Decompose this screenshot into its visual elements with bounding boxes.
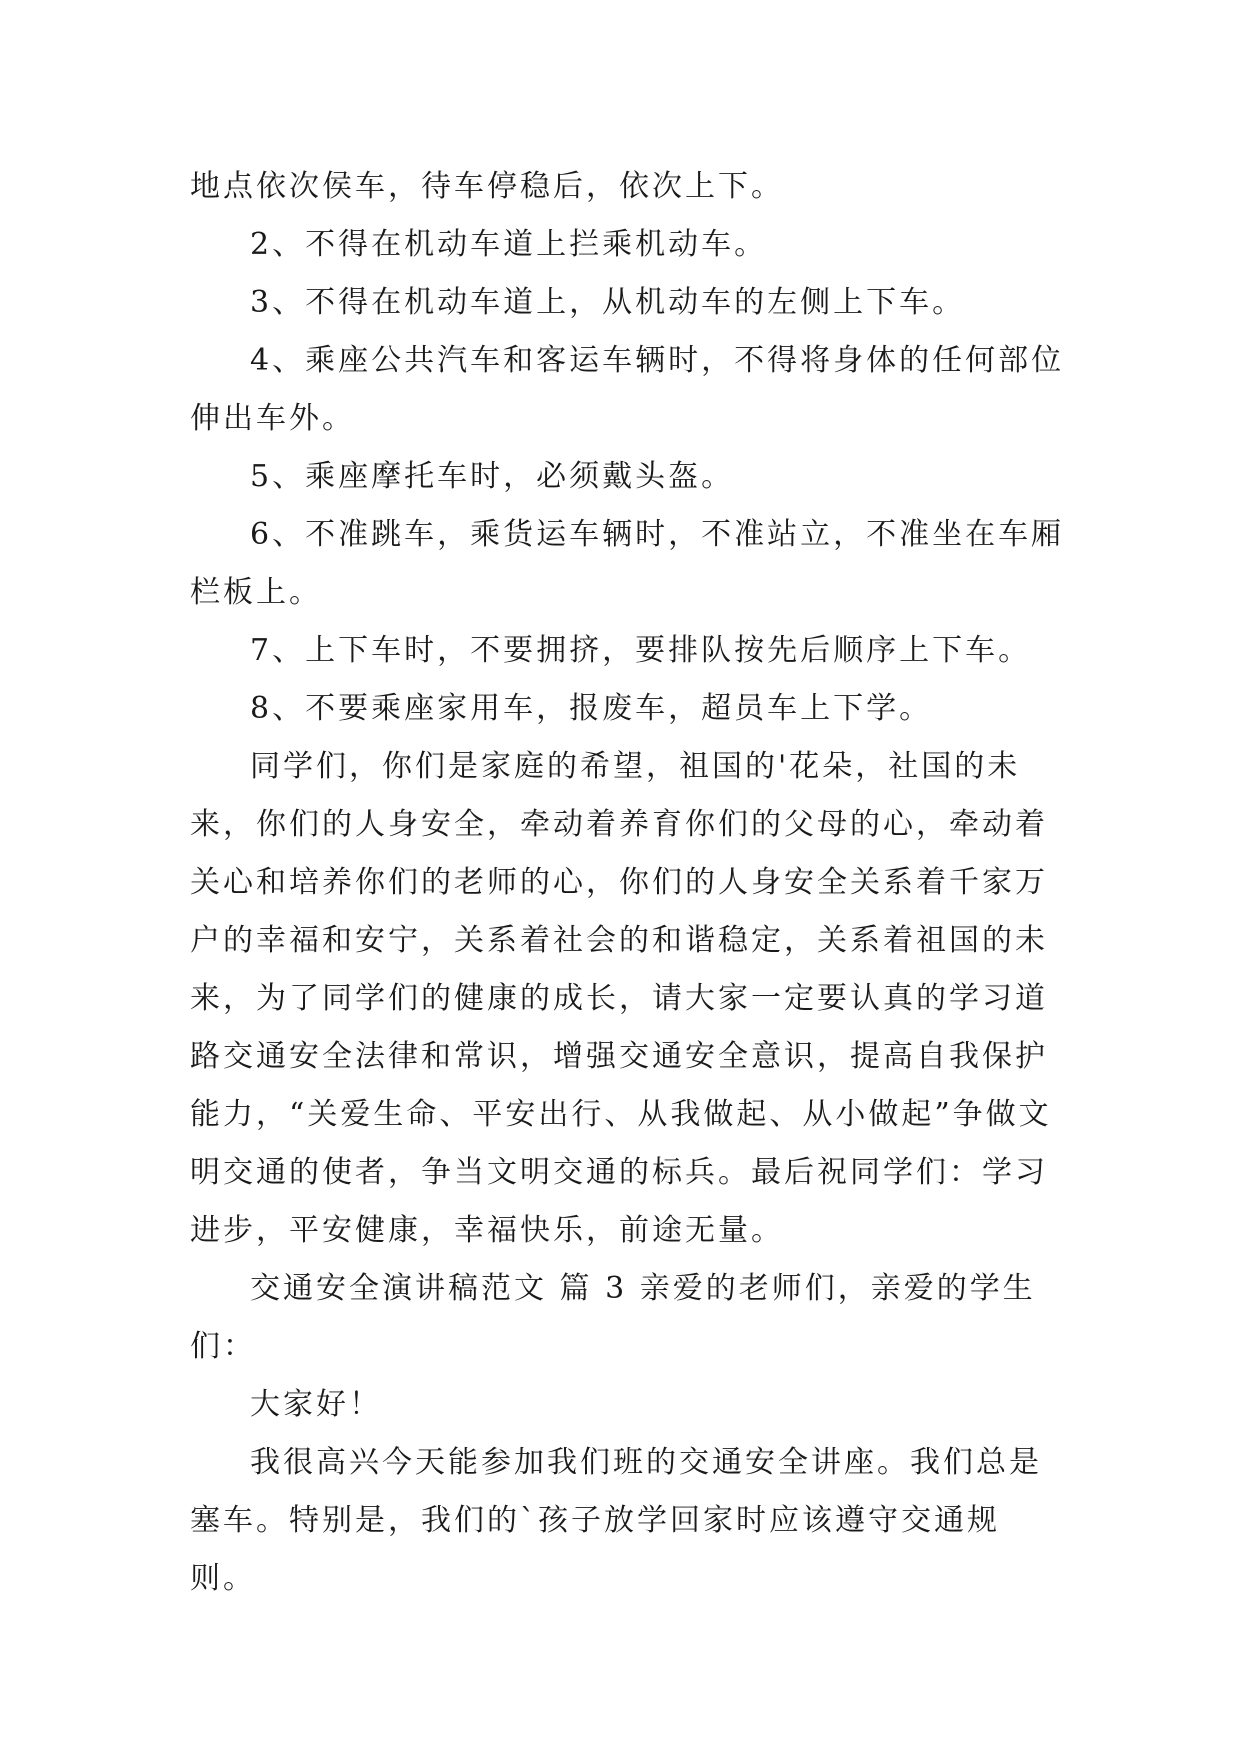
paragraph-greeting: 大家好！ [250,1387,382,1422]
paragraph-rule-6: 6、不准跳车，乘货运车辆时，不准站立，不准坐在车厢栏板上。 [190,517,1065,610]
paragraph-section-heading: 交通安全演讲稿范文 篇 3 亲爱的老师们，亲爱的学生们： [190,1271,1036,1364]
paragraph-rule-7: 7、上下车时，不要拥挤，要排队按先后顺序上下车。 [250,633,1032,668]
paragraph-rule-3: 3、不得在机动车道上，从机动车的左侧上下车。 [250,285,966,320]
paragraph-continuation: 地点依次侯车，待车停稳后，依次上下。 [190,169,784,204]
document-body [190,158,1065,1608]
paragraph-closing-remarks: 同学们，你们是家庭的希望，祖国的'花朵，社国的未来，你们的人身安全，牵动着养育你们的父母的心，牵动着关心和培养你们的老师的心，你们的人身安全关系着千家万户的幸福和安宁，关系着社会的和谐稳定，关系着祖国的未来，为了同学们的健康的成长，请大家一定要认真的学习道路交通安全法律和常识，增强交通安全意识，提高自我保护能力，“关爱生命、平安出行、从我做起、从小做起”争做文明交通的使者，争当文明交通的标兵。最后祝同学们：学习进步，平安健康，幸福快乐，前途无量。 [190,749,1052,1248]
paragraph-speech-opening: 我很高兴今天能参加我们班的交通安全讲座。我们总是塞车。特别是，我们的`孩子放学回家时应该遵守交通规则。 [190,1445,1042,1596]
paragraph-rule-2: 2、不得在机动车道上拦乘机动车。 [250,227,768,262]
paragraph-rule-8: 8、不要乘座家用车，报废车，超员车上下学。 [250,691,933,726]
paragraph-rule-5: 5、乘座摩托车时，必须戴头盔。 [250,459,735,494]
paragraph-rule-4: 4、乘座公共汽车和客运车辆时，不得将身体的任何部位伸出车外。 [190,343,1065,436]
